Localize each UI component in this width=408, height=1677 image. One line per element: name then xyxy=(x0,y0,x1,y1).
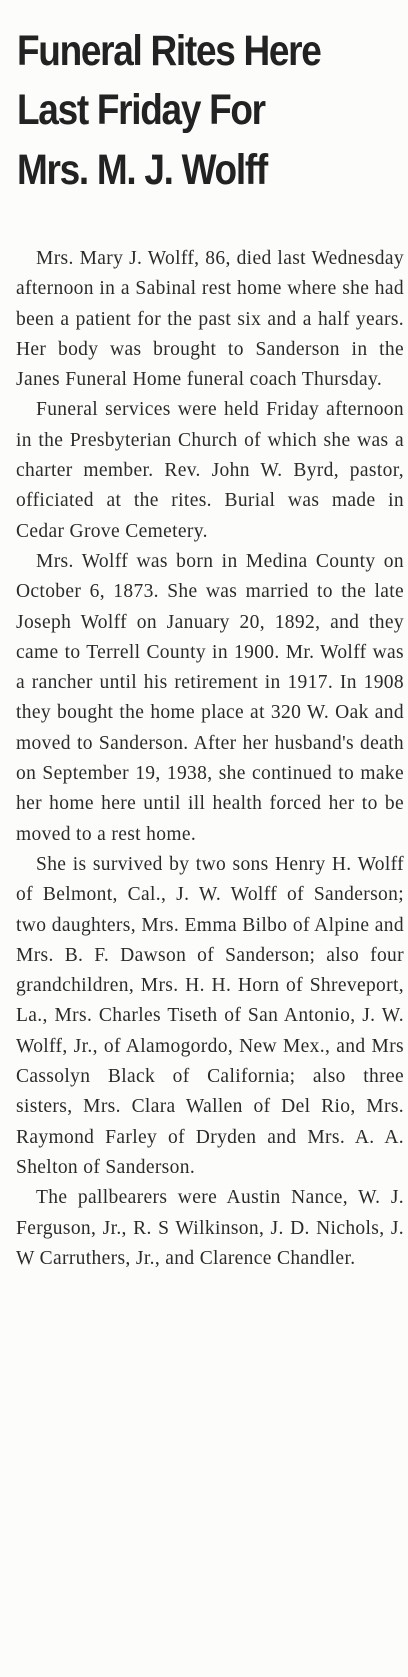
article-body xyxy=(16,244,404,1274)
headline-line-1: Funeral Rites Here xyxy=(17,27,321,75)
headline xyxy=(17,22,348,200)
paragraph-funeral-services: Funeral services were held Friday afternoon in the Presbyterian Church of which she was a charter member. Rev. John W. Byrd, pastor, officiated at the rites. Burial was made in Cedar Grove Cemetery. xyxy=(16,399,404,542)
headline-line-3: Mrs. M. J. Wolff xyxy=(17,145,267,194)
paragraph-biography: Mrs. Wolff was born in Medina County on October 6, 1873. She was married to the late Joseph Wolff on January 20, 1892, and they came to Terrell County in 1900. Mr. Wolff was a rancher until his retirement in 1917. In 1908 they bought the home place at 320 W. Oak and moved to Sanderson. After her husband's death on September 19, 1938, she continued to make her home here until ill health forced her to be moved to a rest home. xyxy=(16,550,404,845)
headline-line-2: Last Friday For xyxy=(17,86,265,135)
paragraph-survivors: She is survived by two sons Henry H. Wolff of Belmont, Cal., J. W. Wolff of Sanderson; two daughters, Mrs. Emma Bilbo of Alpine and Mrs. B. F. Dawson of Sanderson; also four grandchildren, Mrs. H. H. Horn of Shreveport, La., Mrs. Charles Tiseth of San Antonio, J. W. Wolff, Jr., of Alamogordo, New Mex., and Mrs Cassolyn Black of California; also three sisters, Mrs. Clara Wallen of Del Rio, Mrs. Raymond Farley of Dryden and Mrs. A. A. Shelton of Sanderson. xyxy=(16,853,404,1178)
paragraph-death-notice: Mrs. Mary J. Wolff, 86, died last Wednesday afternoon in a Sabinal rest home where she had been a patient for the past six and a half years. Her body was brought to Sanderson in the Janes Funeral Home funeral coach Thursday. xyxy=(16,248,404,391)
paragraph-pallbearers: The pallbearers were Austin Nance, W. J. Ferguson, Jr., R. S Wilkinson, J. D. Nichols, J. W Carruthers, Jr., and Clarence Chandler. xyxy=(16,1187,404,1269)
